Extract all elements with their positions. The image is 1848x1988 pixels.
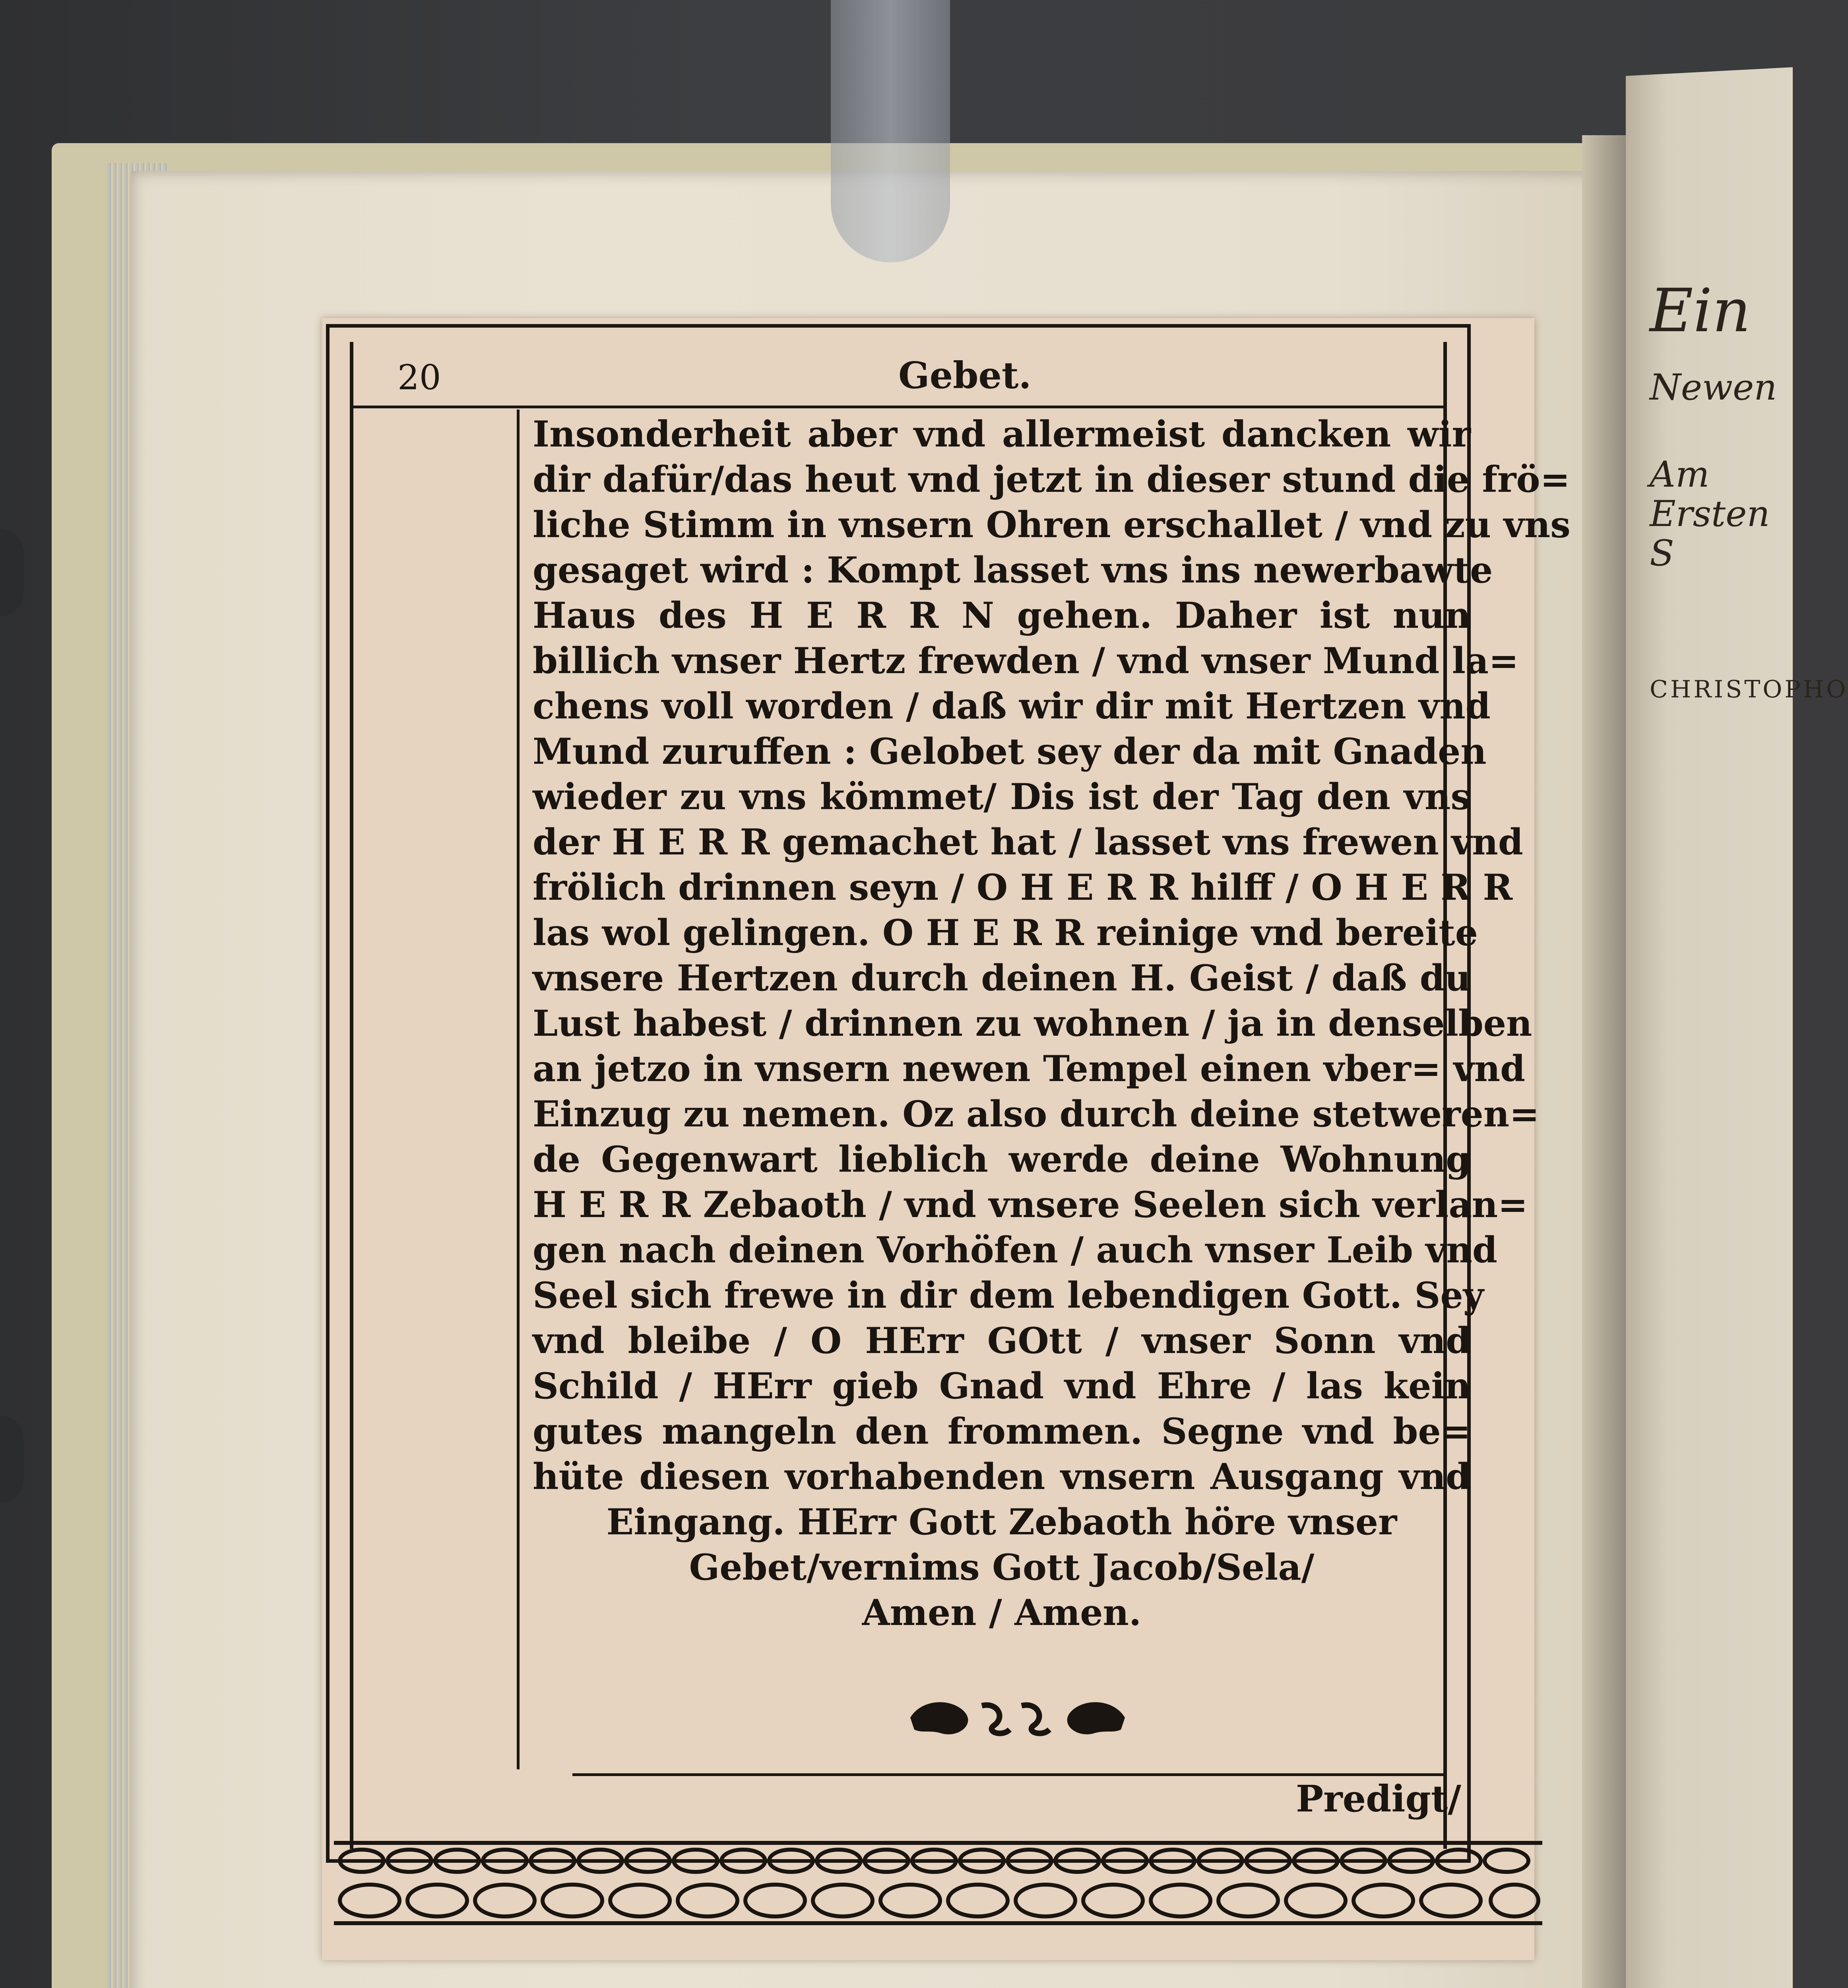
facing-fragment: Newen — [1650, 367, 1777, 408]
text-line: Haus des H E R R N gehen. Daher ist nun — [533, 594, 1471, 637]
support-strap-top — [831, 0, 950, 262]
text-line: H E R R Zebaoth / vnd vnsere Seelen sich verlan= — [533, 1184, 1528, 1226]
text-line: chens voll worden / daß wir dir mit Hertzen vnd — [533, 685, 1491, 727]
text-line: der H E R R gemachet hat / lasset vns frewen vnd — [533, 821, 1523, 863]
mount-clip — [0, 529, 24, 616]
ornamental-border — [334, 1829, 1542, 1948]
text-line: Lust habest / drinnen zu wohnen / ja in denselben — [533, 1002, 1532, 1044]
header-rule — [350, 406, 1447, 408]
text-line: Einzug zu nemen. Oz also durch deine stetweren= — [533, 1093, 1540, 1135]
closing-line: Gebet/vernims Gott Jacob/Sela/ — [689, 1546, 1315, 1588]
text-line: gesaget wird : Kompt lasset vns ins newerbawte — [533, 549, 1493, 591]
text-line: de Gegenwart lieblich werde deine Wohnung — [533, 1138, 1471, 1180]
text-line: wieder zu vns kömmet/ Dis ist der Tag den vns — [533, 776, 1471, 818]
footer-rule — [572, 1773, 1447, 1776]
facing-fragment: CHRISTOPHO — [1650, 676, 1848, 703]
page-number: 20 — [398, 358, 441, 398]
text-line: Mund zuruffen : Gelobet sey der da mit Gnaden — [533, 730, 1487, 773]
text-line: hüte diesen vorhabenden vnsern Ausgang vnd — [533, 1456, 1471, 1498]
text-line: Schild / HErr gieb Gnad vnd Ehre / las kein — [533, 1365, 1471, 1407]
facing-page-text — [1650, 276, 1848, 726]
text-line: vnsere Hertzen durch deinen H. Geist / daß du — [533, 957, 1471, 999]
text-line: billich vnser Hertz frewden / vnd vnser Mund la= — [533, 640, 1519, 682]
running-head: Gebet. — [898, 354, 1032, 397]
text-line: liche Stimm in vnsern Ohren erschallet / vnd zu vns — [533, 504, 1571, 546]
closing-line: Eingang. HErr Gott Zebaoth höre vnser — [606, 1501, 1397, 1543]
text-line: las wol gelingen. O H E R R reinige vnd bereite — [533, 912, 1478, 954]
facing-fragment: Am Ersten S — [1650, 454, 1770, 574]
text-line: gen nach deinen Vorhöfen / auch vnser Leib vnd — [533, 1229, 1497, 1271]
text-line: Seel sich frewe in dir dem lebendigen Gott. Sey — [533, 1274, 1484, 1316]
catchword: Predigt/ — [1296, 1777, 1461, 1820]
fleuron-ornament — [906, 1690, 1129, 1741]
text-line: Insonderheit aber vnd allermeist dancken wir — [533, 413, 1471, 455]
margin-rule — [517, 410, 520, 1769]
text-line: frölich drinnen seyn / O H E R R hilff / O H E R R — [533, 866, 1513, 909]
prayer-text — [533, 412, 1571, 1635]
text-line: an jetzo in vnsern newen Tempel einen vber= vnd — [533, 1048, 1526, 1090]
text-line: vnd bleibe / O HErr GOtt / vnser Sonn vnd — [533, 1320, 1471, 1362]
closing-line: Amen / Amen. — [862, 1592, 1142, 1634]
facing-fragment: Ein — [1650, 276, 1751, 346]
mount-clip — [0, 1415, 24, 1503]
text-line: gutes mangeln den frommen. Segne vnd be= — [533, 1410, 1471, 1452]
text-line: dir dafür/das heut vnd jetzt in dieser stund die frö= — [533, 458, 1570, 501]
